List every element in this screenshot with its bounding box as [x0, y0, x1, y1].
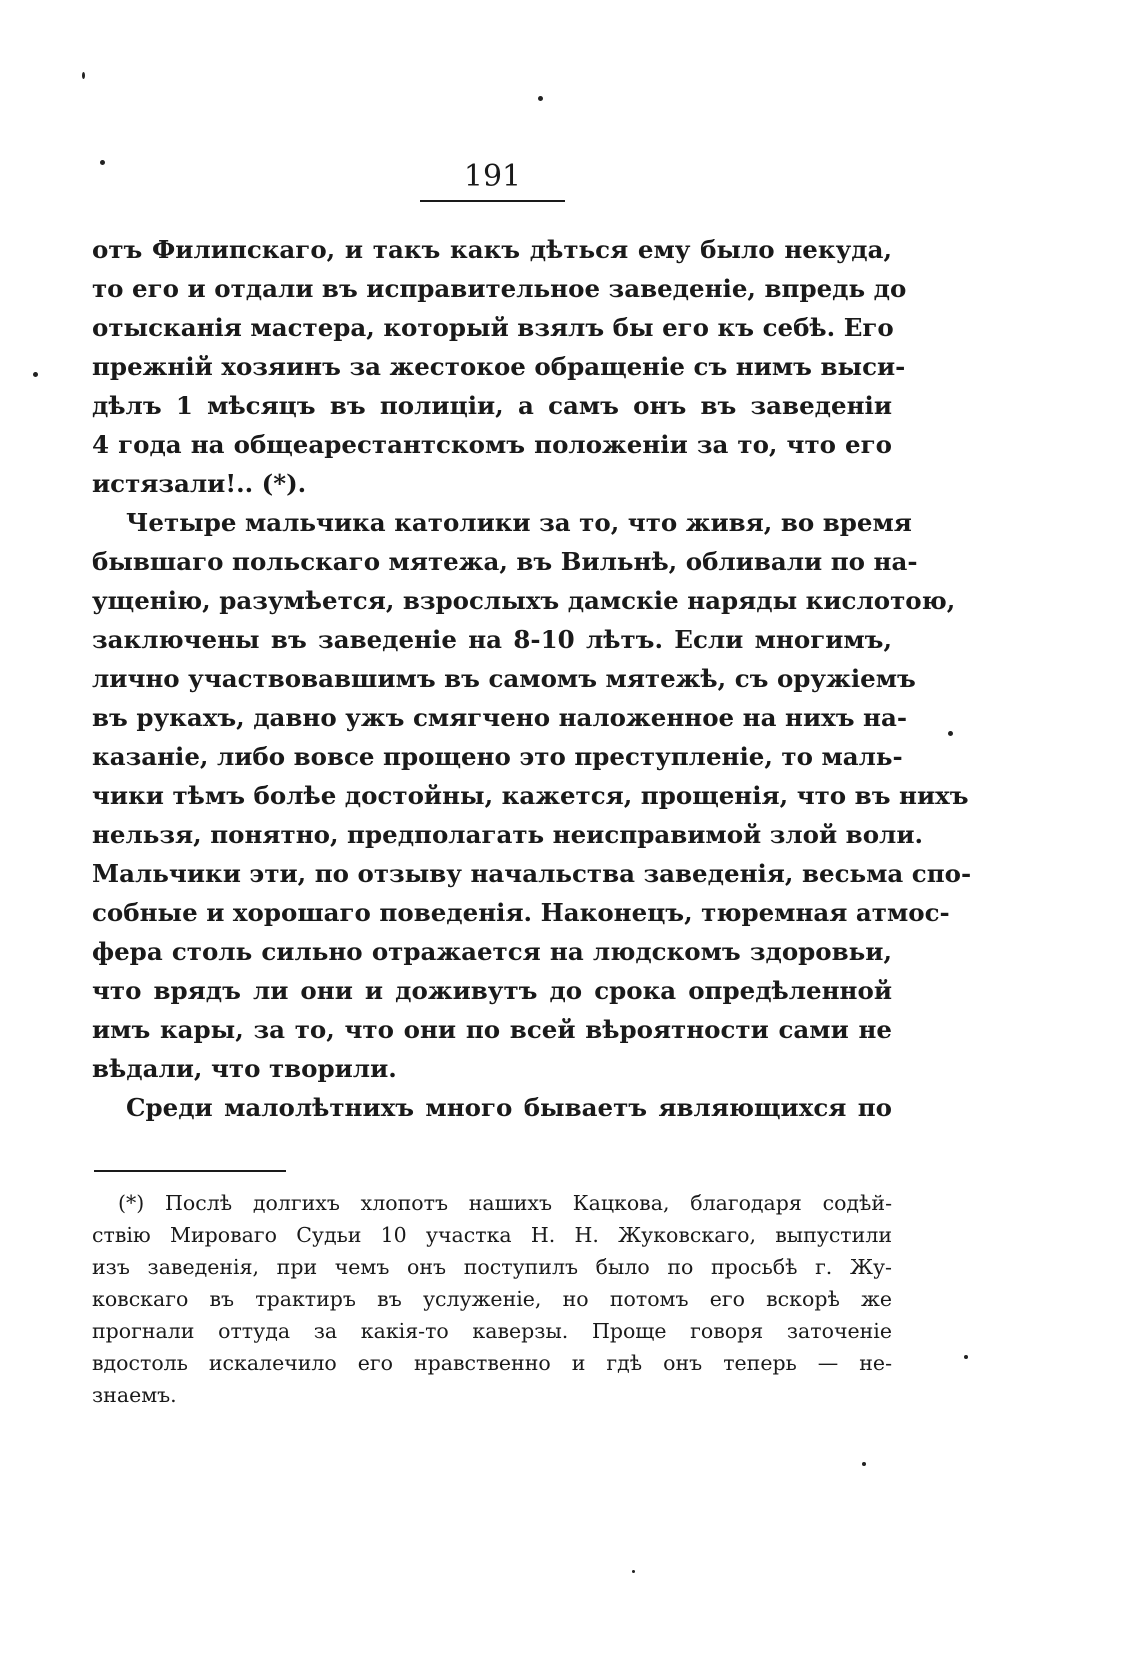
- text-line: бывшаго польскаго мятежа, въ Вильнѣ, обливали по на-: [92, 547, 918, 576]
- scan-speck: [538, 96, 543, 101]
- text-line: фера столь сильно отражается на людскомъ здоровьи,: [92, 937, 892, 966]
- text-line: то его и отдали въ исправительное заведеніе, впредь до: [92, 274, 907, 303]
- footnote-line: ствію Мироваго Судьи 10 участка Н. Н. Жуковскаго, выпустили: [92, 1223, 892, 1247]
- scan-speck: [948, 731, 953, 736]
- scan-speck: [862, 1462, 866, 1466]
- text-line: 4 года на общеарестантскомъ положеніи за то, что его: [92, 430, 892, 459]
- scan-speck: [33, 372, 38, 377]
- footnote-line: прогнали оттуда за какія-то каверзы. Проще говоря заточеніе: [92, 1319, 892, 1343]
- text-line: истязали!.. (*).: [92, 469, 307, 498]
- scan-speck: [632, 1570, 635, 1573]
- scan-speck: [100, 160, 105, 165]
- text-line: отъ Филипскаго, и такъ какъ дѣться ему было некуда,: [92, 235, 892, 264]
- page-number: 191: [463, 159, 522, 194]
- scan-speck: [82, 72, 85, 79]
- header-rule: [420, 200, 565, 202]
- text-line: нельзя, понятно, предполагать неисправимой злой воли.: [92, 820, 924, 849]
- text-line: ущенію, разумѣется, взрослыхъ дамскіе наряды кислотою,: [92, 586, 956, 615]
- text-line: Мальчики эти, по отзыву начальства заведенія, весьма спо-: [92, 859, 972, 888]
- text-line: заключены въ заведеніе на 8-10 лѣтъ. Если многимъ,: [92, 625, 892, 654]
- footnote-line: знаемъ.: [92, 1383, 177, 1407]
- footnote-line: изъ заведенія, при чемъ онъ поступилъ было по просьбѣ г. Жу-: [92, 1255, 892, 1279]
- text-line: дѣлъ 1 мѣсяцъ въ полиціи, а самъ онъ въ заведеніи: [92, 391, 892, 420]
- footnote-rule: [94, 1170, 286, 1172]
- footnote-line: (*) Послѣ долгихъ хлопотъ нашихъ Кацкова, благодаря содѣй-: [118, 1191, 892, 1215]
- text-line: имъ кары, за то, что они по всей вѣроятности сами не: [92, 1015, 892, 1044]
- paragraph-3: [92, 1088, 892, 1127]
- text-line: что врядъ ли они и доживутъ до срока опредѣленной: [92, 976, 892, 1005]
- text-line: прежній хозяинъ за жестокое обращеніе съ нимъ выси-: [92, 352, 906, 381]
- text-line: чики тѣмъ болѣе достойны, кажется, прощенія, что въ нихъ: [92, 781, 969, 810]
- footnote: [92, 1187, 892, 1411]
- body-text: [92, 230, 972, 1127]
- text-line: Четыре мальчика католики за то, что живя, во время: [126, 508, 912, 537]
- footnote-line: вдостоль искалечило его нравственно и гдѣ онъ теперь — не-: [92, 1351, 892, 1375]
- paragraph-2: [92, 503, 972, 1088]
- text-line: отысканія мастера, который взялъ бы его къ себѣ. Его: [92, 313, 894, 342]
- text-line: казаніе, либо вовсе прощено это преступленіе, то маль-: [92, 742, 903, 771]
- text-line: въ рукахъ, давно ужъ смягчено наложенное на нихъ на-: [92, 703, 908, 732]
- text-line: лично участвовавшимъ въ самомъ мятежѣ, съ оружіемъ: [92, 664, 916, 693]
- text-line: вѣдали, что творили.: [92, 1054, 397, 1083]
- footnote-line: ковскаго въ трактиръ въ услуженіе, но потомъ его вскорѣ же: [92, 1287, 892, 1311]
- scan-speck: [964, 1355, 968, 1359]
- text-line: собные и хорошаго поведенія. Наконецъ, тюремная атмос-: [92, 898, 950, 927]
- paragraph-1: [92, 230, 907, 503]
- text-line: Среди малолѣтнихъ много бываетъ являющихся по: [126, 1093, 892, 1122]
